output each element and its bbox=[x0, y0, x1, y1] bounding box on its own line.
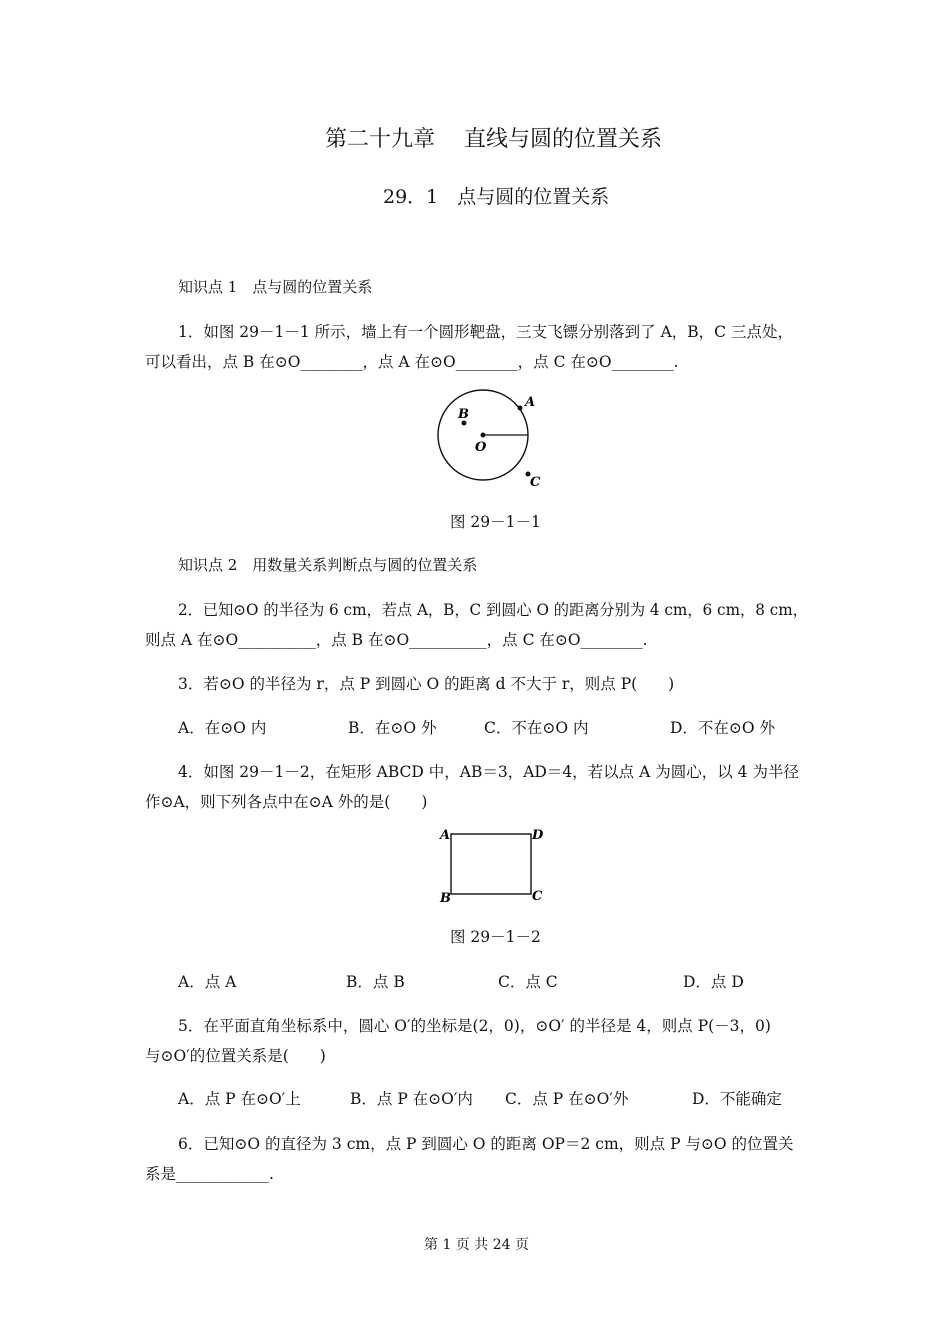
label-d: D bbox=[532, 828, 544, 843]
label-c: C bbox=[532, 889, 543, 904]
knowledge-point-2: 知识点 2 用数量关系判断点与圆的位置关系 bbox=[178, 556, 478, 574]
knowledge-point-1: 知识点 1 点与圆的位置关系 bbox=[178, 278, 373, 296]
question-5-option-a: A．点 P 在⊙O′上 bbox=[178, 1090, 301, 1108]
question-3-option-b: B．在⊙O 外 bbox=[348, 719, 437, 737]
question-4-line-2: 作⊙A，则下列各点中在⊙A 外的是( ) bbox=[145, 793, 428, 811]
label-a: A bbox=[525, 395, 536, 410]
label-b: B bbox=[458, 407, 469, 422]
question-4-line-1: 4．如图 29－1－2，在矩形 ABCD 中，AB＝3，AD＝4，若以点 A 为圆心，以 4 为半径 bbox=[178, 763, 799, 781]
label-b: B bbox=[440, 891, 451, 906]
question-1-line-2: 可以看出，点 B 在⊙O________，点 A 在⊙O________，点 C 在⊙O________. bbox=[145, 353, 679, 371]
question-5-line-1: 5．在平面直角坐标系中，圆心 O′的坐标是(2，0)，⊙O′ 的半径是 4，则点 P(－3，0) bbox=[178, 1017, 771, 1035]
question-3-option-d: D．不在⊙O 外 bbox=[670, 719, 776, 737]
rectangle-abcd bbox=[451, 834, 531, 894]
section-title: 29．1 点与圆的位置关系 bbox=[383, 186, 610, 208]
figure-29-1-1 bbox=[425, 385, 555, 495]
question-3-option-c: C．不在⊙O 内 bbox=[484, 719, 589, 737]
question-4-option-a: A．点 A bbox=[178, 973, 237, 991]
point-a bbox=[518, 406, 523, 411]
figure-2-caption: 图 29－1－2 bbox=[450, 928, 541, 946]
page-footer: 第 1 页 共 24 页 bbox=[424, 1237, 529, 1253]
question-2-line-1: 2．已知⊙O 的半径为 6 cm，若点 A，B，C 到圆心 O 的距离分别为 4 cm，6 cm，8 cm， bbox=[178, 601, 808, 619]
figure-29-1-2 bbox=[435, 822, 550, 912]
question-6-line-2: 系是____________. bbox=[145, 1165, 274, 1183]
question-2-line-2: 则点 A 在⊙O__________，点 B 在⊙O__________，点 C 在⊙O________. bbox=[145, 631, 648, 649]
question-5-option-d: D．不能确定 bbox=[692, 1090, 782, 1108]
question-4-option-d: D．点 D bbox=[683, 973, 744, 991]
question-6-line-1: 6．已知⊙O 的直径为 3 cm，点 P 到圆心 O 的距离 OP＝2 cm，则点 P 与⊙O 的位置关 bbox=[178, 1135, 794, 1153]
figure-1-caption: 图 29－1－1 bbox=[450, 513, 541, 531]
question-4-option-c: C．点 C bbox=[498, 973, 558, 991]
question-3-line-1: 3．若⊙O 的半径为 r，点 P 到圆心 O 的距离 d 不大于 r，则点 P( ) bbox=[178, 675, 675, 693]
label-o: O bbox=[475, 440, 487, 455]
question-3-option-a: A．在⊙O 内 bbox=[178, 719, 267, 737]
label-c: C bbox=[530, 475, 541, 490]
chapter-title: 第二十九章 直线与圆的位置关系 bbox=[325, 127, 662, 152]
question-5-line-2: 与⊙O′的位置关系是( ) bbox=[145, 1047, 326, 1065]
question-1-line-1: 1．如图 29－1－1 所示，墙上有一个圆形靶盘，三支飞镖分别落到了 A，B，C 三点处， bbox=[178, 323, 793, 341]
question-5-option-c: C．点 P 在⊙O′外 bbox=[505, 1090, 629, 1108]
question-4-option-b: B．点 B bbox=[346, 973, 405, 991]
label-a: A bbox=[440, 828, 451, 843]
point-o bbox=[481, 433, 486, 438]
question-5-option-b: B．点 P 在⊙O′内 bbox=[350, 1090, 473, 1108]
